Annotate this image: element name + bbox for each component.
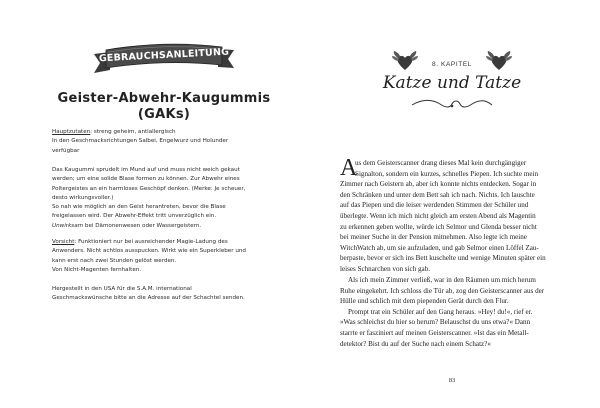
- usage-line: freigelassen wird. Der Abwehr-Effekt tritt unverzüglich ein.: [52, 213, 217, 220]
- ingredients-line: verfügbar: [52, 147, 80, 154]
- caution-line: Von Nicht-Magenten fernhalten.: [52, 266, 142, 273]
- product-abbreviation: (GAKs): [137, 107, 191, 122]
- text-line: überlegte. Wenn ich mich nicht gleich am ersten Abend als Magentin: [340, 211, 536, 220]
- manufacturer-block: [52, 285, 274, 304]
- caution-label: Vorsicht: [52, 239, 75, 245]
- usage-line: werden; um eine solide Blase formen zu können. Zur Abwehr eines: [52, 176, 240, 183]
- drop-cap: A: [340, 155, 358, 181]
- manufacturer-line: Hergestellt in den USA für die S.A.M. international: [52, 286, 192, 292]
- swirl-divider-icon: [410, 97, 494, 111]
- instructions-banner: [90, 40, 238, 80]
- text-line: »Was schleichst du hier so herum? Belauschst du uns etwa?« Dann: [340, 318, 531, 327]
- ingredients-line: In den Geschmacksrichtungen Salbei, Engelwurz und Holunder: [52, 138, 229, 145]
- ingredients-text: : streng geheim, antiallergisch: [90, 129, 176, 135]
- text-line: starrte er fasziniert auf meinen Geisterscanner. »Ist das ein Metall-: [340, 328, 529, 337]
- text-line: Signalton, sondern ein kurzes, schnelles Piepen. Ich suchte mein: [355, 169, 539, 178]
- text-line: WitchWatch ab, um sie aufzuladen, und gab Selmor einen Löffel Zau-: [340, 243, 539, 252]
- usage-emphasis: Unwirksam: [52, 222, 84, 229]
- caution-block: [52, 238, 274, 275]
- caution-text: : Funktioniert nur bei ausreichender Magie-Ladung des: [74, 239, 228, 245]
- text-line: zu erkennen geben wollte, würde ich Selmor und Glenda besser nicht: [340, 222, 537, 231]
- usage-line: Poltergeistes an ein harmloses Geschöpf denken. (Merke: Je scheuer,: [52, 185, 246, 192]
- chapter-title: Katze und Tatze: [382, 73, 522, 93]
- manufacturer-line: Geschmackswünsche bitte an die Adresse auf der Schachtel senden.: [52, 295, 245, 302]
- caution-line: Anwenders. Nicht achtlos ausspucken. Wirkt wie ein Superkleber und: [52, 248, 246, 255]
- text-line: bei meiner Suche in der Pension mitnehmen. Also legte ich meine: [340, 233, 527, 242]
- chapter-label: 8. KAPITEL: [432, 61, 472, 68]
- ingredients-label: Hauptzutaten: [52, 129, 91, 135]
- product-title: Geister-Abwehr-Kaugummis: [57, 91, 271, 106]
- text-line: Zimmer nach Geistern ab, aber ich konnte nichts entdecken. Sogar in: [340, 180, 537, 189]
- usage-line: bei Dämonenwesen oder Wassergeistern.: [83, 222, 202, 229]
- text-line: Hülle und schlich mit dem piependen Gerät durch den Flur.: [340, 297, 509, 306]
- caution-line: kann erst nach zwei Stunden gelöst werden.: [52, 257, 177, 264]
- winged-heart-ornament-icon: [392, 50, 418, 72]
- text-line: leises Schnarchen von sich gab.: [340, 264, 431, 273]
- banner-label: GEBRAUCHSANLEITUNG: [98, 46, 230, 65]
- right-page: [300, 0, 600, 408]
- text-line: berpaste, bevor er sich ins Bett kuschelte und wenige Minuten später ein: [340, 254, 546, 263]
- text-line: den Schränken und unter dem Bett sah ich nach. Nichts. Ich lauschte: [340, 190, 535, 199]
- text-line: Ruhe eingekehrt. Ich schloss die Tür ab, zog den Geisterscanner aus der: [340, 286, 545, 295]
- text-line: detektor? Bist du auf der Suche nach einem Schatz?«: [340, 339, 491, 348]
- text-line: auf das Piepen und die leiser werdenden Stimmen der Schüler und: [340, 201, 529, 210]
- usage-line: Das Kaugummi sprudelt im Mund auf und muss nicht weich gekaut: [52, 167, 240, 173]
- usage-block: [52, 166, 274, 231]
- winged-heart-ornament-icon: [486, 50, 512, 72]
- ingredients-block: [52, 128, 274, 156]
- page-number: 83: [448, 377, 456, 384]
- usage-line: So nah wie möglich an den Geist herantreten, bevor die Blase: [52, 204, 226, 211]
- text-line: Als ich mein Zimmer verließ, war in den Räumen um mich herum: [348, 276, 536, 284]
- text-line: Prompt trat ein Schüler auf den Gang heraus. »Hey! du!«, rief er.: [348, 307, 533, 316]
- chapter-paragraph-1: [340, 155, 563, 275]
- text-line: us dem Geisterscanner drang dieses Mal kein durchgängiger: [355, 159, 527, 167]
- usage-line: desto wirkungsvoller.): [52, 194, 114, 201]
- chapter-paragraph-2: [340, 275, 563, 349]
